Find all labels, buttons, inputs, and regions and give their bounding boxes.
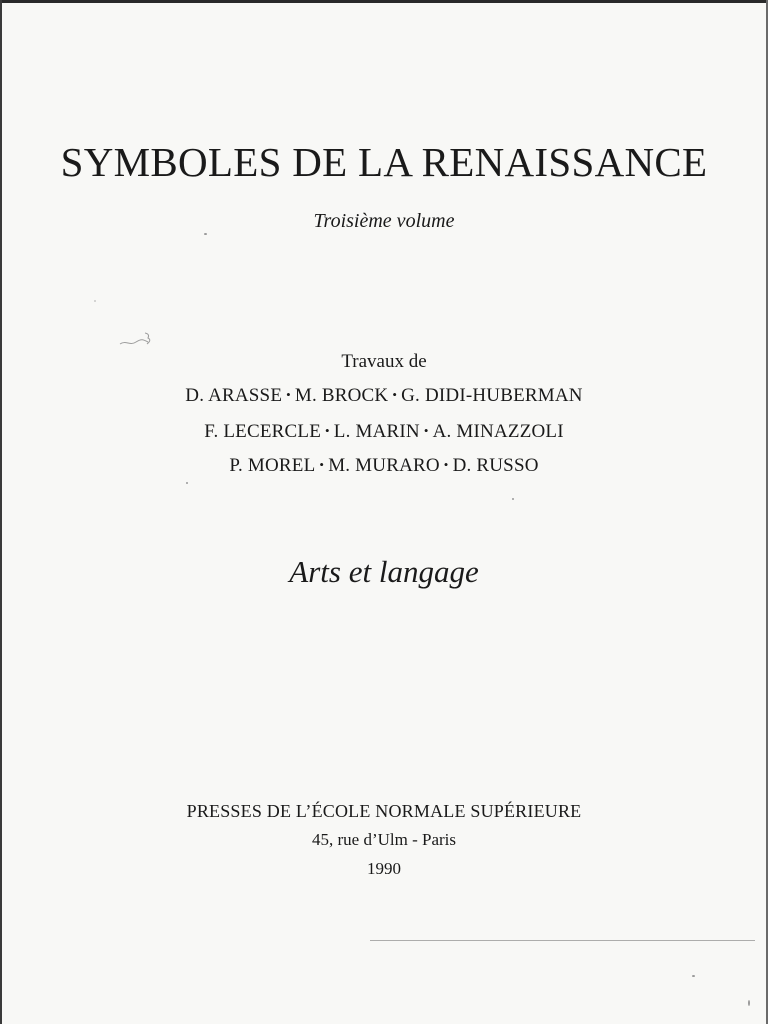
publisher-address: 45, rue d’Ulm - Paris bbox=[311, 830, 456, 849]
scan-speck bbox=[748, 1000, 750, 1006]
authors-line-2 bbox=[0, 419, 768, 444]
works-label: Travaux de bbox=[341, 351, 427, 372]
author-separator: • bbox=[423, 423, 429, 438]
scan-line bbox=[370, 940, 755, 941]
publication-year: 1990 bbox=[367, 859, 401, 878]
author-separator: • bbox=[286, 387, 291, 402]
scan-speck bbox=[512, 498, 514, 500]
author-name: D. RUSSO bbox=[452, 455, 539, 476]
author-separator: • bbox=[443, 457, 449, 472]
author-name: D. ARASSE bbox=[185, 385, 283, 406]
book-title: SYMBOLES DE LA RENAISSANCE bbox=[60, 139, 708, 185]
author-name: M. BROCK bbox=[294, 385, 389, 406]
author-name: L. MARIN bbox=[333, 421, 420, 442]
scan-speck bbox=[186, 482, 188, 484]
author-separator: • bbox=[325, 423, 330, 438]
scan-edge-top bbox=[0, 0, 768, 3]
author-name: G. DIDI-HUBERMAN bbox=[401, 385, 583, 406]
author-separator: • bbox=[319, 457, 325, 472]
scan-speck bbox=[204, 233, 207, 235]
author-separator: • bbox=[392, 387, 398, 402]
scan-speck bbox=[692, 975, 695, 977]
series-title: Arts et langage bbox=[289, 554, 479, 589]
authors-line-1 bbox=[0, 383, 768, 408]
publisher-name: PRESSES DE L’ÉCOLE NORMALE SUPÉRIEURE bbox=[186, 801, 582, 821]
author-name: A. MINAZZOLI bbox=[432, 421, 564, 442]
authors-line-3 bbox=[0, 453, 768, 478]
pencil-mark-icon bbox=[118, 330, 158, 352]
volume-subtitle: Troisième volume bbox=[313, 210, 455, 232]
author-name: P. MOREL bbox=[229, 455, 316, 476]
author-name: M. MURARO bbox=[328, 455, 440, 476]
author-name: F. LECERCLE bbox=[204, 421, 322, 442]
scan-speck bbox=[94, 300, 96, 302]
